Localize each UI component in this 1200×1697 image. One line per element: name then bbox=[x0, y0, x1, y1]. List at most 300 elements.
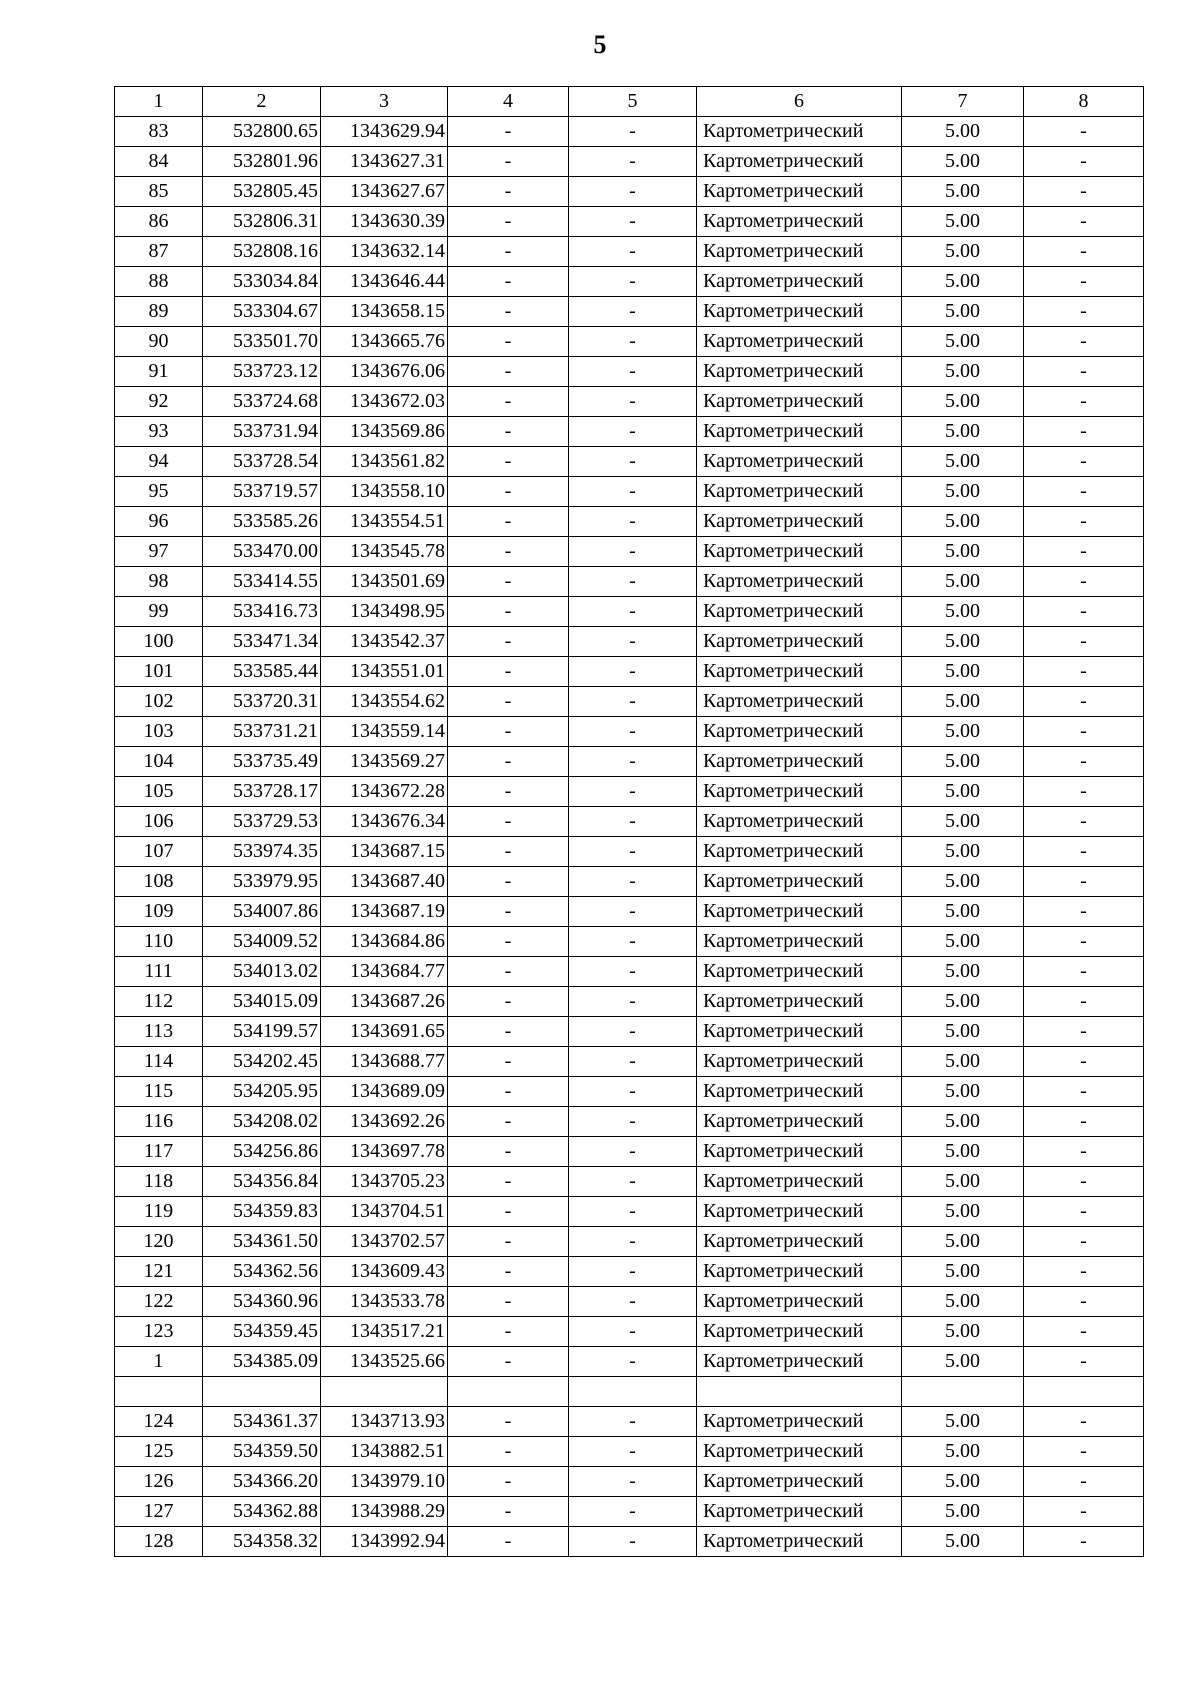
table-row bbox=[115, 627, 1144, 657]
method-cell: Картометрический bbox=[697, 1437, 902, 1467]
col8-cell: - bbox=[1024, 447, 1144, 477]
col5-cell: - bbox=[569, 897, 697, 927]
col8-cell: - bbox=[1024, 837, 1144, 867]
col4-cell: - bbox=[448, 927, 569, 957]
table-row bbox=[115, 297, 1144, 327]
table-row bbox=[115, 1467, 1144, 1497]
y-coordinate-cell: 1343545.78 bbox=[321, 537, 448, 567]
column-header: 3 bbox=[321, 87, 448, 117]
y-coordinate-cell: 1343609.43 bbox=[321, 1257, 448, 1287]
y-coordinate-cell: 1343691.65 bbox=[321, 1017, 448, 1047]
table-row bbox=[115, 747, 1144, 777]
point-number-cell: 91 bbox=[115, 357, 203, 387]
method-cell: Картометрический bbox=[697, 1047, 902, 1077]
method-cell: Картометрический bbox=[697, 1137, 902, 1167]
col4-cell: - bbox=[448, 237, 569, 267]
col4-cell: - bbox=[448, 507, 569, 537]
col5-cell: - bbox=[569, 837, 697, 867]
col5-cell: - bbox=[569, 177, 697, 207]
col4-cell: - bbox=[448, 1407, 569, 1437]
col5-cell: - bbox=[569, 597, 697, 627]
col5-cell: - bbox=[569, 1137, 697, 1167]
col8-cell: - bbox=[1024, 357, 1144, 387]
point-number-cell: 123 bbox=[115, 1317, 203, 1347]
table-row bbox=[115, 147, 1144, 177]
col8-cell: - bbox=[1024, 1227, 1144, 1257]
accuracy-cell: 5.00 bbox=[902, 1287, 1024, 1317]
col4-cell: - bbox=[448, 267, 569, 297]
col8-cell: - bbox=[1024, 1197, 1144, 1227]
method-cell: Картометрический bbox=[697, 327, 902, 357]
col5-cell: - bbox=[569, 207, 697, 237]
accuracy-cell: 5.00 bbox=[902, 117, 1024, 147]
col8-cell: - bbox=[1024, 867, 1144, 897]
col4-cell: - bbox=[448, 657, 569, 687]
col8-cell: - bbox=[1024, 777, 1144, 807]
table-row bbox=[115, 1197, 1144, 1227]
method-cell: Картометрический bbox=[697, 567, 902, 597]
col4-cell: - bbox=[448, 687, 569, 717]
x-coordinate-cell: 534208.02 bbox=[203, 1107, 321, 1137]
method-cell bbox=[697, 1377, 902, 1407]
col8-cell: - bbox=[1024, 117, 1144, 147]
col4-cell: - bbox=[448, 1347, 569, 1377]
accuracy-cell: 5.00 bbox=[902, 747, 1024, 777]
x-coordinate-cell: 534359.45 bbox=[203, 1317, 321, 1347]
accuracy-cell: 5.00 bbox=[902, 1497, 1024, 1527]
table-row bbox=[115, 507, 1144, 537]
table-row bbox=[115, 597, 1144, 627]
col4-cell: - bbox=[448, 957, 569, 987]
accuracy-cell: 5.00 bbox=[902, 1317, 1024, 1347]
column-header: 6 bbox=[697, 87, 902, 117]
point-number-cell: 108 bbox=[115, 867, 203, 897]
y-coordinate-cell: 1343713.93 bbox=[321, 1407, 448, 1437]
table-row bbox=[115, 837, 1144, 867]
accuracy-cell: 5.00 bbox=[902, 327, 1024, 357]
accuracy-cell: 5.00 bbox=[902, 957, 1024, 987]
table-row bbox=[115, 477, 1144, 507]
table-row bbox=[115, 1317, 1144, 1347]
col5-cell: - bbox=[569, 1107, 697, 1137]
col5-cell: - bbox=[569, 387, 697, 417]
point-number-cell: 99 bbox=[115, 597, 203, 627]
accuracy-cell: 5.00 bbox=[902, 567, 1024, 597]
col5-cell: - bbox=[569, 957, 697, 987]
col5-cell: - bbox=[569, 1197, 697, 1227]
table-row bbox=[115, 447, 1144, 477]
col5-cell bbox=[569, 1377, 697, 1407]
col8-cell: - bbox=[1024, 417, 1144, 447]
point-number-cell: 102 bbox=[115, 687, 203, 717]
col5-cell: - bbox=[569, 1437, 697, 1467]
accuracy-cell: 5.00 bbox=[902, 927, 1024, 957]
table-row bbox=[115, 897, 1144, 927]
col4-cell: - bbox=[448, 1497, 569, 1527]
x-coordinate-cell: 534256.86 bbox=[203, 1137, 321, 1167]
col8-cell: - bbox=[1024, 1317, 1144, 1347]
point-number-cell: 87 bbox=[115, 237, 203, 267]
x-coordinate-cell: 533979.95 bbox=[203, 867, 321, 897]
col8-cell: - bbox=[1024, 147, 1144, 177]
x-coordinate-cell: 534362.56 bbox=[203, 1257, 321, 1287]
y-coordinate-cell: 1343627.31 bbox=[321, 147, 448, 177]
col5-cell: - bbox=[569, 867, 697, 897]
col4-cell: - bbox=[448, 387, 569, 417]
x-coordinate-cell: 533501.70 bbox=[203, 327, 321, 357]
point-number-cell: 96 bbox=[115, 507, 203, 537]
col4-cell: - bbox=[448, 117, 569, 147]
accuracy-cell: 5.00 bbox=[902, 717, 1024, 747]
x-coordinate-cell: 534362.88 bbox=[203, 1497, 321, 1527]
point-number-cell: 92 bbox=[115, 387, 203, 417]
y-coordinate-cell: 1343551.01 bbox=[321, 657, 448, 687]
y-coordinate-cell: 1343525.66 bbox=[321, 1347, 448, 1377]
col4-cell: - bbox=[448, 327, 569, 357]
col4-cell: - bbox=[448, 1077, 569, 1107]
accuracy-cell: 5.00 bbox=[902, 597, 1024, 627]
point-number-cell: 84 bbox=[115, 147, 203, 177]
method-cell: Картометрический bbox=[697, 417, 902, 447]
method-cell: Картометрический bbox=[697, 1197, 902, 1227]
y-coordinate-cell: 1343630.39 bbox=[321, 207, 448, 237]
col8-cell: - bbox=[1024, 807, 1144, 837]
method-cell: Картометрический bbox=[697, 1527, 902, 1557]
x-coordinate-cell: 534009.52 bbox=[203, 927, 321, 957]
method-cell: Картометрический bbox=[697, 1107, 902, 1137]
col5-cell: - bbox=[569, 567, 697, 597]
x-coordinate-cell: 534385.09 bbox=[203, 1347, 321, 1377]
accuracy-cell: 5.00 bbox=[902, 687, 1024, 717]
accuracy-cell: 5.00 bbox=[902, 1527, 1024, 1557]
accuracy-cell: 5.00 bbox=[902, 267, 1024, 297]
point-number-cell: 95 bbox=[115, 477, 203, 507]
accuracy-cell: 5.00 bbox=[902, 477, 1024, 507]
point-number-cell: 85 bbox=[115, 177, 203, 207]
col8-cell: - bbox=[1024, 1407, 1144, 1437]
table-row bbox=[115, 1227, 1144, 1257]
col4-cell: - bbox=[448, 537, 569, 567]
col8-cell: - bbox=[1024, 987, 1144, 1017]
col8-cell: - bbox=[1024, 267, 1144, 297]
col5-cell: - bbox=[569, 447, 697, 477]
table-row bbox=[115, 327, 1144, 357]
accuracy-cell: 5.00 bbox=[902, 537, 1024, 567]
col5-cell: - bbox=[569, 987, 697, 1017]
accuracy-cell: 5.00 bbox=[902, 177, 1024, 207]
table-row bbox=[115, 777, 1144, 807]
accuracy-cell: 5.00 bbox=[902, 1077, 1024, 1107]
y-coordinate-cell: 1343688.77 bbox=[321, 1047, 448, 1077]
col5-cell: - bbox=[569, 807, 697, 837]
y-coordinate-cell: 1343702.57 bbox=[321, 1227, 448, 1257]
col4-cell: - bbox=[448, 717, 569, 747]
y-coordinate-cell: 1343672.28 bbox=[321, 777, 448, 807]
accuracy-cell: 5.00 bbox=[902, 837, 1024, 867]
method-cell: Картометрический bbox=[697, 897, 902, 927]
col4-cell: - bbox=[448, 1467, 569, 1497]
col8-cell: - bbox=[1024, 297, 1144, 327]
column-header: 7 bbox=[902, 87, 1024, 117]
y-coordinate-cell: 1343979.10 bbox=[321, 1467, 448, 1497]
x-coordinate-cell: 533731.21 bbox=[203, 717, 321, 747]
method-cell: Картометрический bbox=[697, 837, 902, 867]
point-number-cell: 109 bbox=[115, 897, 203, 927]
col4-cell: - bbox=[448, 1317, 569, 1347]
col4-cell: - bbox=[448, 1527, 569, 1557]
y-coordinate-cell: 1343704.51 bbox=[321, 1197, 448, 1227]
col5-cell: - bbox=[569, 537, 697, 567]
point-number-cell: 118 bbox=[115, 1167, 203, 1197]
point-number-cell: 86 bbox=[115, 207, 203, 237]
y-coordinate-cell: 1343665.76 bbox=[321, 327, 448, 357]
accuracy-cell: 5.00 bbox=[902, 237, 1024, 267]
method-cell: Картометрический bbox=[697, 1317, 902, 1347]
col4-cell: - bbox=[448, 1167, 569, 1197]
accuracy-cell: 5.00 bbox=[902, 1047, 1024, 1077]
x-coordinate-cell: 533735.49 bbox=[203, 747, 321, 777]
method-cell: Картометрический bbox=[697, 597, 902, 627]
method-cell: Картометрический bbox=[697, 117, 902, 147]
col4-cell: - bbox=[448, 777, 569, 807]
table-row bbox=[115, 1527, 1144, 1557]
col4-cell: - bbox=[448, 1287, 569, 1317]
method-cell: Картометрический bbox=[697, 447, 902, 477]
y-coordinate-cell: 1343684.77 bbox=[321, 957, 448, 987]
x-coordinate-cell: 533470.00 bbox=[203, 537, 321, 567]
x-coordinate-cell: 533471.34 bbox=[203, 627, 321, 657]
col4-cell: - bbox=[448, 207, 569, 237]
x-coordinate-cell: 532805.45 bbox=[203, 177, 321, 207]
y-coordinate-cell: 1343632.14 bbox=[321, 237, 448, 267]
method-cell: Картометрический bbox=[697, 1017, 902, 1047]
col5-cell: - bbox=[569, 1257, 697, 1287]
col8-cell: - bbox=[1024, 1287, 1144, 1317]
y-coordinate-cell: 1343554.62 bbox=[321, 687, 448, 717]
y-coordinate-cell: 1343629.94 bbox=[321, 117, 448, 147]
y-coordinate-cell: 1343687.40 bbox=[321, 867, 448, 897]
col5-cell: - bbox=[569, 1017, 697, 1047]
col5-cell: - bbox=[569, 1077, 697, 1107]
accuracy-cell: 5.00 bbox=[902, 417, 1024, 447]
method-cell: Картометрический bbox=[697, 237, 902, 267]
x-coordinate-cell: 533724.68 bbox=[203, 387, 321, 417]
y-coordinate-cell: 1343501.69 bbox=[321, 567, 448, 597]
method-cell: Картометрический bbox=[697, 507, 902, 537]
col4-cell: - bbox=[448, 837, 569, 867]
col8-cell bbox=[1024, 1377, 1144, 1407]
col5-cell: - bbox=[569, 927, 697, 957]
col5-cell: - bbox=[569, 1407, 697, 1437]
col4-cell: - bbox=[448, 807, 569, 837]
point-number-cell: 101 bbox=[115, 657, 203, 687]
method-cell: Картометрический bbox=[697, 1497, 902, 1527]
table-row bbox=[115, 867, 1144, 897]
x-coordinate-cell: 534359.50 bbox=[203, 1437, 321, 1467]
col8-cell: - bbox=[1024, 1497, 1144, 1527]
col8-cell: - bbox=[1024, 1077, 1144, 1107]
col8-cell: - bbox=[1024, 1467, 1144, 1497]
x-coordinate-cell: 533723.12 bbox=[203, 357, 321, 387]
col8-cell: - bbox=[1024, 747, 1144, 777]
accuracy-cell: 5.00 bbox=[902, 1197, 1024, 1227]
col5-cell: - bbox=[569, 777, 697, 807]
col4-cell: - bbox=[448, 297, 569, 327]
accuracy-cell bbox=[902, 1377, 1024, 1407]
x-coordinate-cell: 532808.16 bbox=[203, 237, 321, 267]
x-coordinate-cell: 533731.94 bbox=[203, 417, 321, 447]
point-number-cell: 100 bbox=[115, 627, 203, 657]
point-number-cell: 106 bbox=[115, 807, 203, 837]
method-cell: Картометрический bbox=[697, 687, 902, 717]
table-body bbox=[115, 117, 1144, 1557]
point-number-cell: 93 bbox=[115, 417, 203, 447]
col5-cell: - bbox=[569, 1047, 697, 1077]
point-number-cell: 89 bbox=[115, 297, 203, 327]
x-coordinate-cell: 534202.45 bbox=[203, 1047, 321, 1077]
accuracy-cell: 5.00 bbox=[902, 777, 1024, 807]
x-coordinate-cell: 533974.35 bbox=[203, 837, 321, 867]
col4-cell: - bbox=[448, 177, 569, 207]
point-number-cell: 90 bbox=[115, 327, 203, 357]
point-number-cell: 104 bbox=[115, 747, 203, 777]
col4-cell: - bbox=[448, 1257, 569, 1287]
col8-cell: - bbox=[1024, 537, 1144, 567]
method-cell: Картометрический bbox=[697, 147, 902, 177]
accuracy-cell: 5.00 bbox=[902, 867, 1024, 897]
col4-cell: - bbox=[448, 357, 569, 387]
accuracy-cell: 5.00 bbox=[902, 507, 1024, 537]
accuracy-cell: 5.00 bbox=[902, 1107, 1024, 1137]
y-coordinate-cell: 1343992.94 bbox=[321, 1527, 448, 1557]
x-coordinate-cell: 534359.83 bbox=[203, 1197, 321, 1227]
col4-cell: - bbox=[448, 897, 569, 927]
col8-cell: - bbox=[1024, 897, 1144, 927]
accuracy-cell: 5.00 bbox=[902, 147, 1024, 177]
header-row bbox=[115, 87, 1144, 117]
col8-cell: - bbox=[1024, 657, 1144, 687]
col5-cell: - bbox=[569, 627, 697, 657]
accuracy-cell: 5.00 bbox=[902, 207, 1024, 237]
col5-cell: - bbox=[569, 357, 697, 387]
y-coordinate-cell: 1343569.86 bbox=[321, 417, 448, 447]
table-row bbox=[115, 957, 1144, 987]
accuracy-cell: 5.00 bbox=[902, 1017, 1024, 1047]
point-number-cell: 94 bbox=[115, 447, 203, 477]
col8-cell: - bbox=[1024, 1107, 1144, 1137]
col5-cell: - bbox=[569, 1317, 697, 1347]
method-cell: Картометрический bbox=[697, 1077, 902, 1107]
y-coordinate-cell: 1343658.15 bbox=[321, 297, 448, 327]
method-cell: Картометрический bbox=[697, 1467, 902, 1497]
col4-cell: - bbox=[448, 1437, 569, 1467]
col4-cell bbox=[448, 1377, 569, 1407]
col5-cell: - bbox=[569, 507, 697, 537]
point-number-cell: 117 bbox=[115, 1137, 203, 1167]
y-coordinate-cell: 1343684.86 bbox=[321, 927, 448, 957]
accuracy-cell: 5.00 bbox=[902, 657, 1024, 687]
col8-cell: - bbox=[1024, 687, 1144, 717]
table-row bbox=[115, 1257, 1144, 1287]
accuracy-cell: 5.00 bbox=[902, 807, 1024, 837]
accuracy-cell: 5.00 bbox=[902, 1467, 1024, 1497]
x-coordinate-cell: 533585.44 bbox=[203, 657, 321, 687]
table-row bbox=[115, 117, 1144, 147]
y-coordinate-cell: 1343627.67 bbox=[321, 177, 448, 207]
col5-cell: - bbox=[569, 1167, 697, 1197]
col4-cell: - bbox=[448, 987, 569, 1017]
point-number-cell: 127 bbox=[115, 1497, 203, 1527]
y-coordinate-cell: 1343705.23 bbox=[321, 1167, 448, 1197]
col4-cell: - bbox=[448, 1227, 569, 1257]
col8-cell: - bbox=[1024, 1347, 1144, 1377]
x-coordinate-cell: 534205.95 bbox=[203, 1077, 321, 1107]
col5-cell: - bbox=[569, 1527, 697, 1557]
y-coordinate-cell: 1343554.51 bbox=[321, 507, 448, 537]
col5-cell: - bbox=[569, 747, 697, 777]
table-row bbox=[115, 1167, 1144, 1197]
table-row bbox=[115, 357, 1144, 387]
table-row bbox=[115, 1437, 1144, 1467]
table-row bbox=[115, 207, 1144, 237]
method-cell: Картометрический bbox=[697, 177, 902, 207]
table-row bbox=[115, 267, 1144, 297]
accuracy-cell: 5.00 bbox=[902, 1347, 1024, 1377]
method-cell: Картометрический bbox=[697, 1407, 902, 1437]
method-cell: Картометрический bbox=[697, 207, 902, 237]
point-number-cell: 124 bbox=[115, 1407, 203, 1437]
col4-cell: - bbox=[448, 1137, 569, 1167]
method-cell: Картометрический bbox=[697, 657, 902, 687]
y-coordinate-cell: 1343687.19 bbox=[321, 897, 448, 927]
col8-cell: - bbox=[1024, 1137, 1144, 1167]
point-number-cell: 105 bbox=[115, 777, 203, 807]
col4-cell: - bbox=[448, 597, 569, 627]
col4-cell: - bbox=[448, 1197, 569, 1227]
point-number-cell: 107 bbox=[115, 837, 203, 867]
y-coordinate-cell: 1343882.51 bbox=[321, 1437, 448, 1467]
method-cell: Картометрический bbox=[697, 1257, 902, 1287]
x-coordinate-cell: 534007.86 bbox=[203, 897, 321, 927]
y-coordinate-cell: 1343498.95 bbox=[321, 597, 448, 627]
point-number-cell: 115 bbox=[115, 1077, 203, 1107]
column-header: 8 bbox=[1024, 87, 1144, 117]
method-cell: Картометрический bbox=[697, 1287, 902, 1317]
column-header: 2 bbox=[203, 87, 321, 117]
table-row bbox=[115, 1107, 1144, 1137]
x-coordinate-cell: 533728.17 bbox=[203, 777, 321, 807]
table-row bbox=[115, 1047, 1144, 1077]
accuracy-cell: 5.00 bbox=[902, 1227, 1024, 1257]
table-row bbox=[115, 807, 1144, 837]
col8-cell: - bbox=[1024, 237, 1144, 267]
col5-cell: - bbox=[569, 327, 697, 357]
y-coordinate-cell: 1343687.26 bbox=[321, 987, 448, 1017]
point-number-cell: 111 bbox=[115, 957, 203, 987]
x-coordinate-cell: 534199.57 bbox=[203, 1017, 321, 1047]
y-coordinate-cell: 1343517.21 bbox=[321, 1317, 448, 1347]
col8-cell: - bbox=[1024, 927, 1144, 957]
x-coordinate-cell: 533304.67 bbox=[203, 297, 321, 327]
col4-cell: - bbox=[448, 147, 569, 177]
method-cell: Картометрический bbox=[697, 1347, 902, 1377]
point-number-cell: 122 bbox=[115, 1287, 203, 1317]
col8-cell: - bbox=[1024, 207, 1144, 237]
col4-cell: - bbox=[448, 477, 569, 507]
col4-cell: - bbox=[448, 567, 569, 597]
point-number-cell: 1 bbox=[115, 1347, 203, 1377]
x-coordinate-cell: 534358.32 bbox=[203, 1527, 321, 1557]
